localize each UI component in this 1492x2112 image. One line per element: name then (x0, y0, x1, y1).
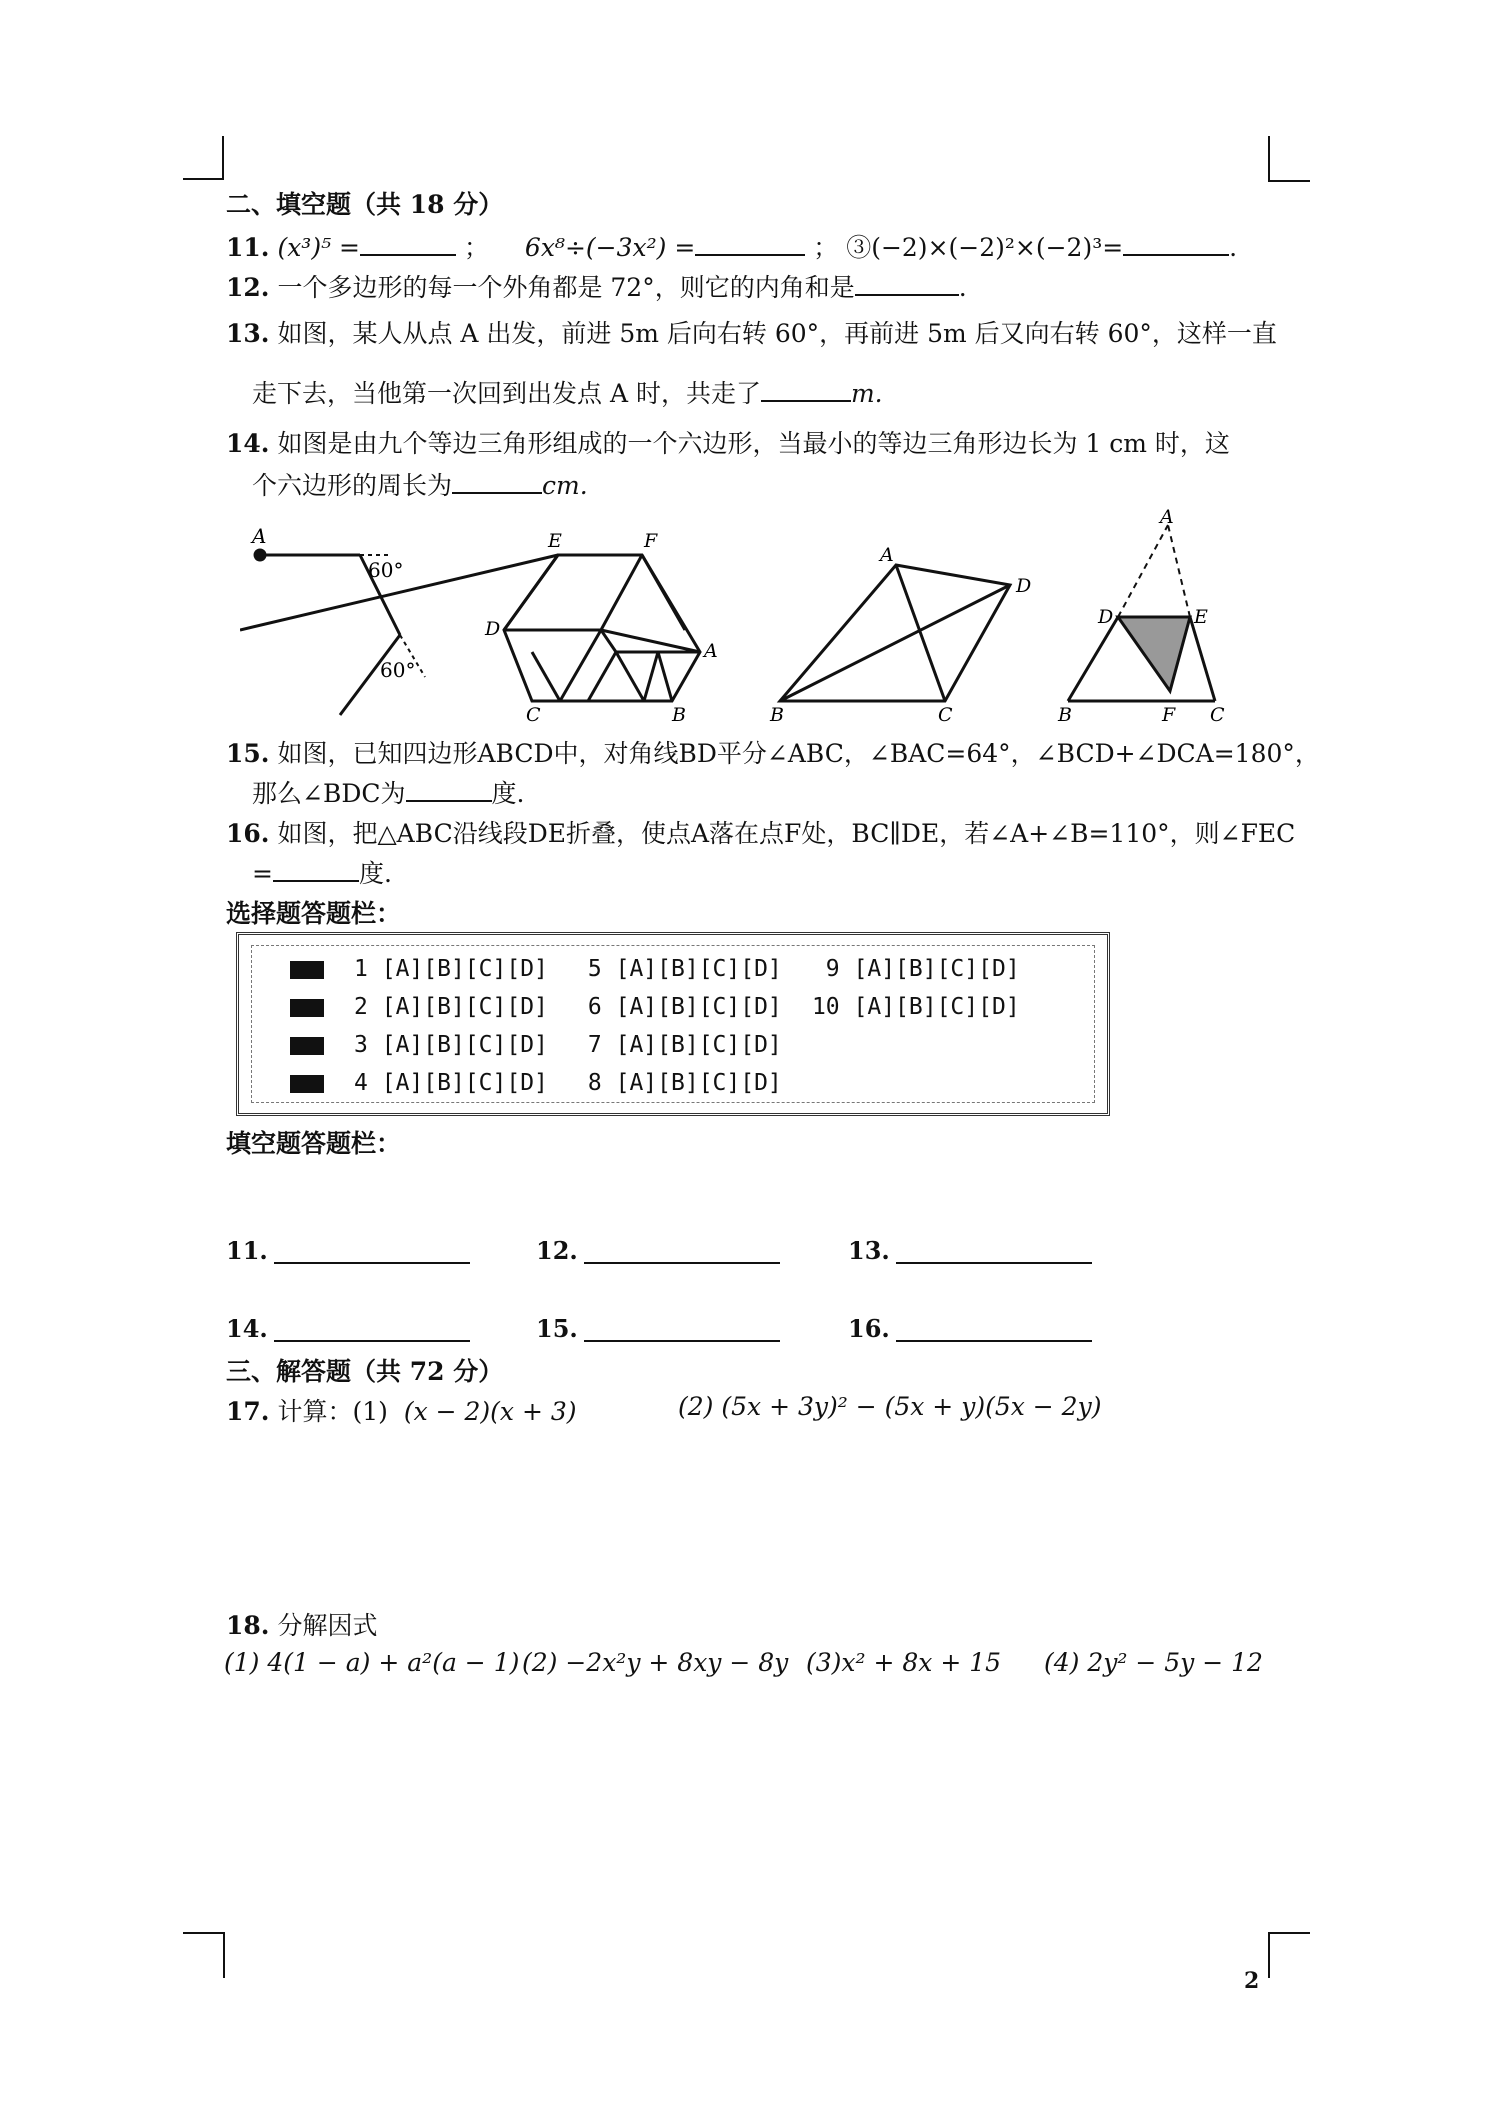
q15-blank (406, 780, 492, 802)
fig13-angle-1: 60° (368, 558, 404, 582)
q12-number: 12. (226, 273, 270, 302)
question-16-line2 (252, 854, 392, 890)
question-16-line1 (226, 814, 1295, 850)
choice-options[interactable]: [A][B][C][D] (615, 1032, 782, 1058)
q11-part-a: (x³)⁵ = (277, 233, 360, 262)
fill-answer-line-16[interactable] (896, 1340, 1092, 1342)
fig16-dash-da (1118, 525, 1168, 617)
q13-number: 13. (226, 319, 270, 348)
fig16-shaded-triangle (1118, 617, 1190, 691)
fill-label-11: 11. (226, 1236, 268, 1265)
crop-mark-bottom-right (1268, 1932, 1310, 1978)
crop-mark-top-left (183, 178, 223, 180)
choice-options[interactable]: [A][B][C][D] (381, 1070, 548, 1096)
figure-16 (1068, 525, 1215, 701)
fig13-label-a: A (252, 524, 267, 548)
fig15-diagonal-bd (780, 585, 1010, 701)
fill-label-13: 13. (848, 1236, 890, 1265)
figure-14 (240, 555, 700, 701)
fig16-label-f: F (1162, 704, 1176, 725)
question-18-title (226, 1606, 377, 1642)
fig16-label-e: E (1194, 606, 1208, 628)
fig16-label-c: C (1210, 704, 1225, 725)
choice-num-8: 8 (587, 1070, 602, 1096)
timing-mark (290, 1037, 324, 1055)
q14-number: 14. (226, 429, 270, 458)
choice-row-3 (290, 1032, 782, 1058)
q11-part-b: 6x⁸÷(−3x²) = (524, 233, 696, 262)
choice-num-10: 10 (811, 994, 840, 1020)
choice-options[interactable]: [A][B][C][D] (381, 956, 548, 982)
fig14-label-f: F (644, 530, 658, 552)
section2-title: 二、填空题（共 18 分） (226, 190, 504, 219)
fill-answer-line-11[interactable] (274, 1262, 470, 1264)
crop-mark-top-left-v (222, 136, 224, 180)
choice-options[interactable]: [A][B][C][D] (615, 956, 782, 982)
fig16-side-ec (1190, 617, 1215, 701)
q15-line1: 如图，已知四边形ABCD中，对角线BD平分∠ABC，∠BAC=64°，∠BCD+∠DCA=180°， (277, 739, 1320, 768)
figure-15 (780, 565, 1010, 701)
q12-text: 一个多边形的每一个外角都是 72°，则它的内角和是 (277, 273, 855, 302)
fig16-label-b: B (1058, 704, 1072, 725)
fig14-line-13 (644, 652, 658, 701)
q18-number: 18. (226, 1611, 270, 1640)
q14-unit: cm. (542, 471, 588, 500)
choice-options[interactable]: [A][B][C][D] (853, 994, 1020, 1020)
fig15-label-b: B (770, 704, 784, 725)
q11-blank-a (360, 234, 456, 256)
q18-title: 分解因式 (277, 1611, 378, 1640)
crop-mark-bottom-left (183, 1932, 225, 1978)
fill-answer-line-14[interactable] (274, 1340, 470, 1342)
question-14-line1 (226, 424, 1230, 460)
fig15-diagonal-ac (896, 565, 945, 701)
fig14-label-d: D (485, 618, 501, 640)
question-15-line1 (226, 734, 1320, 770)
choice-bar-title: 选择题答题栏： (226, 899, 402, 928)
fig16-side-db (1068, 617, 1118, 701)
fig15-label-c: C (938, 704, 953, 725)
question-17 (226, 1392, 577, 1428)
question-12 (226, 268, 967, 304)
question-13-line1 (226, 314, 1277, 350)
choice-options[interactable]: [A][B][C][D] (615, 994, 782, 1020)
q13-blank (761, 380, 851, 402)
fig15-label-a: A (880, 544, 894, 566)
q15-line2: 那么∠BDC为 (252, 779, 406, 808)
q15-unit: 度. (491, 779, 525, 808)
fig14-line-14 (658, 652, 672, 701)
timing-mark (290, 1075, 324, 1093)
q11-part-c: ③(−2)×(−2)²×(−2)³= (846, 233, 1124, 262)
fill-label-16: 16. (848, 1314, 890, 1343)
fig15-label-d: D (1016, 575, 1032, 597)
fill-bar-title: 填空题答题栏： (226, 1129, 402, 1158)
timing-mark (290, 999, 324, 1017)
page-number: 2 (1244, 1968, 1260, 1994)
q17-prefix: 计算：(1) (277, 1397, 388, 1426)
q16-line1: 如图，把△ABC沿线段DE折叠，使点A落在点F处，BC∥DE，若∠A+∠B=110°，则∠FEC (277, 819, 1296, 848)
fig14-label-b: B (672, 704, 686, 725)
q17-number: 17. (226, 1397, 270, 1426)
q15-number: 15. (226, 739, 270, 768)
fig14-line-3 (601, 555, 642, 630)
q11-number: 11. (226, 233, 270, 262)
fig14-line-6 (601, 630, 700, 652)
question-17-part-2 (678, 1392, 1101, 1421)
fig14-label-a: A (704, 640, 718, 662)
fig14-line-4 (642, 555, 685, 630)
choice-row-2 (290, 994, 1020, 1020)
fig13-angle-2: 60° (380, 658, 416, 682)
choice-num-5: 5 (587, 956, 602, 982)
q13-unit: m. (850, 379, 883, 408)
q14-line2: 个六边形的周长为 (252, 471, 453, 500)
q18-part-1: (1) 4(1 − a) + a²(a − 1) (224, 1648, 520, 1677)
choice-num-9: 9 (825, 956, 840, 982)
choice-num-2: 2 (354, 994, 368, 1020)
q16-unit: 度. (358, 859, 392, 888)
choice-num-4: 4 (354, 1070, 368, 1096)
fig14-line-8 (532, 652, 560, 701)
crop-mark-top-right (1268, 136, 1310, 182)
q17-part-1: (x − 2)(x + 3) (403, 1397, 577, 1426)
question-11 (226, 228, 1237, 264)
timing-mark (290, 961, 324, 979)
q16-number: 16. (226, 819, 270, 848)
choice-row-4 (290, 1070, 782, 1096)
fill-answer-line-15[interactable] (584, 1340, 780, 1342)
choice-row-1 (290, 956, 1020, 982)
fig14-label-c: C (526, 704, 541, 725)
q12-blank (855, 274, 959, 296)
fill-label-12: 12. (536, 1236, 578, 1265)
fill-answer-line-12[interactable] (584, 1262, 780, 1264)
choice-options[interactable]: [A][B][C][D] (853, 956, 1020, 982)
choice-options[interactable]: [A][B][C][D] (615, 1070, 782, 1096)
q14-blank (452, 472, 542, 494)
choice-options[interactable]: [A][B][C][D] (381, 994, 548, 1020)
choice-num-3: 3 (354, 1032, 368, 1058)
figures-row (240, 505, 1300, 725)
q16-line2: = (252, 859, 273, 888)
q12-end: . (958, 273, 967, 302)
fig14-label-e: E (548, 530, 562, 552)
q17-part-2: (2) (5x + 3y)² − (5x + y)(5x − 2y) (678, 1392, 1102, 1421)
fig16-label-a: A (1160, 506, 1174, 528)
fill-answer-line-13[interactable] (896, 1262, 1092, 1264)
q18-part-4: (4) 2y² − 5y − 12 (1044, 1648, 1263, 1677)
fig14-line-11 (588, 652, 616, 701)
choice-num-6: 6 (587, 994, 602, 1020)
q11-sep2: ； (813, 233, 839, 262)
fig14-line-12 (616, 652, 644, 701)
q11-blank-c (1123, 234, 1229, 256)
choice-num-1: 1 (354, 956, 368, 982)
q13-line2: 走下去，当他第一次回到出发点 A 时，共走了 (252, 379, 761, 408)
section3-title: 三、解答题（共 72 分） (226, 1357, 504, 1386)
fig16-label-d: D (1098, 606, 1114, 628)
question-15-line2 (252, 774, 524, 810)
choice-options[interactable]: [A][B][C][D] (381, 1032, 548, 1058)
q18-part-3: (3)x² + 8x + 15 (806, 1648, 1002, 1677)
question-14-line2 (252, 466, 588, 502)
q16-blank (273, 860, 359, 882)
q11-end: . (1229, 233, 1238, 262)
question-13-line2 (252, 374, 883, 410)
choice-num-7: 7 (587, 1032, 602, 1058)
q11-sep1: ； (463, 233, 489, 262)
q13-line1: 如图，某人从点 A 出发，前进 5m 后向右转 60°，再前进 5m 后又向右转 60°，这样一直 (277, 319, 1277, 348)
fig16-dash-ea (1168, 525, 1190, 617)
fig15-quadrilateral (780, 565, 1010, 701)
q14-line1: 如图是由九个等边三角形组成的一个六边形，当最小的等边三角形边长为 1 cm 时，这 (277, 429, 1230, 458)
q18-part-2: (2) −2x²y + 8xy − 8y (522, 1648, 789, 1677)
q11-blank-b (695, 234, 805, 256)
fill-label-14: 14. (226, 1314, 268, 1343)
fill-label-15: 15. (536, 1314, 578, 1343)
